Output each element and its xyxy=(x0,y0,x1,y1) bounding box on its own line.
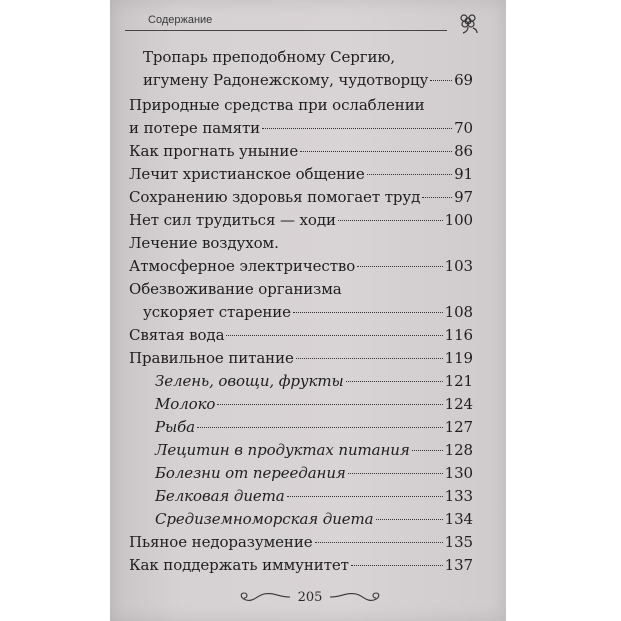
dot-leader xyxy=(262,128,452,129)
toc-entry-title: Рыба xyxy=(155,418,196,436)
left-flourish-icon xyxy=(234,590,292,604)
toc-subentry[interactable] xyxy=(129,508,473,531)
toc-entry-title: Атмосферное электричество xyxy=(129,257,356,275)
toc-entry-title: Правильное питание xyxy=(129,349,294,367)
toc-subentry[interactable] xyxy=(129,370,473,393)
toc-entry-title: Святая вода xyxy=(129,326,225,344)
toc-entry-title: Лечит христианское общение xyxy=(129,165,365,183)
toc-entry-page: 70 xyxy=(454,119,473,137)
page-footer xyxy=(210,586,410,608)
toc-entry-page: 91 xyxy=(454,165,473,183)
dot-leader xyxy=(367,174,452,175)
toc-entry-title: игумену Радонежскому, чудотворцу xyxy=(143,71,429,89)
toc-subentry[interactable] xyxy=(129,485,473,508)
toc-entry-page: 116 xyxy=(444,326,473,344)
toc-entry[interactable] xyxy=(129,186,473,209)
dot-leader xyxy=(338,220,443,221)
toc-entry-page: 133 xyxy=(444,487,473,505)
toc-entry[interactable] xyxy=(129,140,473,163)
toc-entry-title: Как прогнать уныние xyxy=(129,142,299,160)
toc-entry[interactable] xyxy=(129,531,473,554)
toc-entry-title: Сохранению здоровья помогает труд xyxy=(129,188,421,206)
toc-subentry[interactable] xyxy=(129,439,473,462)
toc-entry-page: 121 xyxy=(444,372,473,390)
dot-leader xyxy=(348,473,443,474)
toc-entry-title: Нет сил трудиться — ходи xyxy=(129,211,336,229)
flower-ornament-icon xyxy=(455,10,481,36)
dot-leader xyxy=(296,358,443,359)
toc-entry-title: Пьяное недоразумение xyxy=(129,533,313,551)
dot-leader xyxy=(293,312,443,313)
toc-entry-page: 127 xyxy=(444,418,473,436)
dot-leader xyxy=(300,151,452,152)
toc-entry-title: Лечение воздухом. xyxy=(129,234,279,252)
toc-entry-title: ускоряет старение xyxy=(143,303,291,321)
toc-entry[interactable] xyxy=(129,94,473,140)
toc-entry-page: 97 xyxy=(454,188,473,206)
toc-entry[interactable] xyxy=(129,347,473,370)
running-header: Содержание xyxy=(148,14,213,26)
toc-entry[interactable] xyxy=(129,46,473,92)
toc-entry[interactable] xyxy=(129,232,473,278)
table-of-contents xyxy=(129,46,473,577)
toc-entry-title: Лецитин в продуктах питания xyxy=(155,441,410,459)
dot-leader xyxy=(346,381,443,382)
toc-entry-page: 86 xyxy=(454,142,473,160)
toc-entry[interactable] xyxy=(129,278,473,324)
toc-entry-page: 134 xyxy=(444,510,473,528)
toc-entry-page: 69 xyxy=(454,71,473,89)
toc-entry-page: 135 xyxy=(444,533,473,551)
toc-entry-title: Болезни от переедания xyxy=(155,464,346,482)
toc-entry-title: Средиземноморская диета xyxy=(155,510,374,528)
toc-entry-title: и потере памяти xyxy=(129,119,261,137)
toc-entry-page: 128 xyxy=(444,441,473,459)
toc-entry[interactable] xyxy=(129,554,473,577)
toc-entry-title: Тропарь преподобному Сергию, xyxy=(143,48,396,66)
toc-entry-title: Обезвоживание организма xyxy=(129,280,342,298)
toc-entry-title: Молоко xyxy=(155,395,216,413)
toc-entry[interactable] xyxy=(129,324,473,347)
toc-entry[interactable] xyxy=(129,209,473,232)
toc-entry-title: Белковая диета xyxy=(155,487,285,505)
dot-leader xyxy=(315,542,443,543)
dot-leader xyxy=(376,519,443,520)
toc-entry-title: Природные средства при ослаблении xyxy=(129,96,425,114)
toc-entry-page: 137 xyxy=(444,556,473,574)
dot-leader xyxy=(357,266,442,267)
dot-leader xyxy=(351,565,443,566)
dot-leader xyxy=(197,427,443,428)
dot-leader xyxy=(217,404,442,405)
dot-leader xyxy=(226,335,442,336)
dot-leader xyxy=(430,80,452,81)
toc-entry-page: 119 xyxy=(444,349,473,367)
toc-entry-page: 108 xyxy=(444,303,473,321)
toc-entry-page: 130 xyxy=(444,464,473,482)
toc-entry-page: 100 xyxy=(444,211,473,229)
toc-subentry[interactable] xyxy=(129,416,473,439)
toc-entry-page: 103 xyxy=(444,257,473,275)
dot-leader xyxy=(287,496,443,497)
toc-subentry[interactable] xyxy=(129,462,473,485)
dot-leader xyxy=(412,450,443,451)
toc-subentry[interactable] xyxy=(129,393,473,416)
page-number: 205 xyxy=(297,589,323,605)
right-flourish-icon xyxy=(328,590,386,604)
toc-entry-title: Зелень, овощи, фрукты xyxy=(155,372,344,390)
toc-entry-page: 124 xyxy=(444,395,473,413)
header-rule xyxy=(125,30,447,31)
dot-leader xyxy=(422,197,452,198)
toc-entry-title: Как поддержать иммунитет xyxy=(129,556,349,574)
toc-entry[interactable] xyxy=(129,163,473,186)
